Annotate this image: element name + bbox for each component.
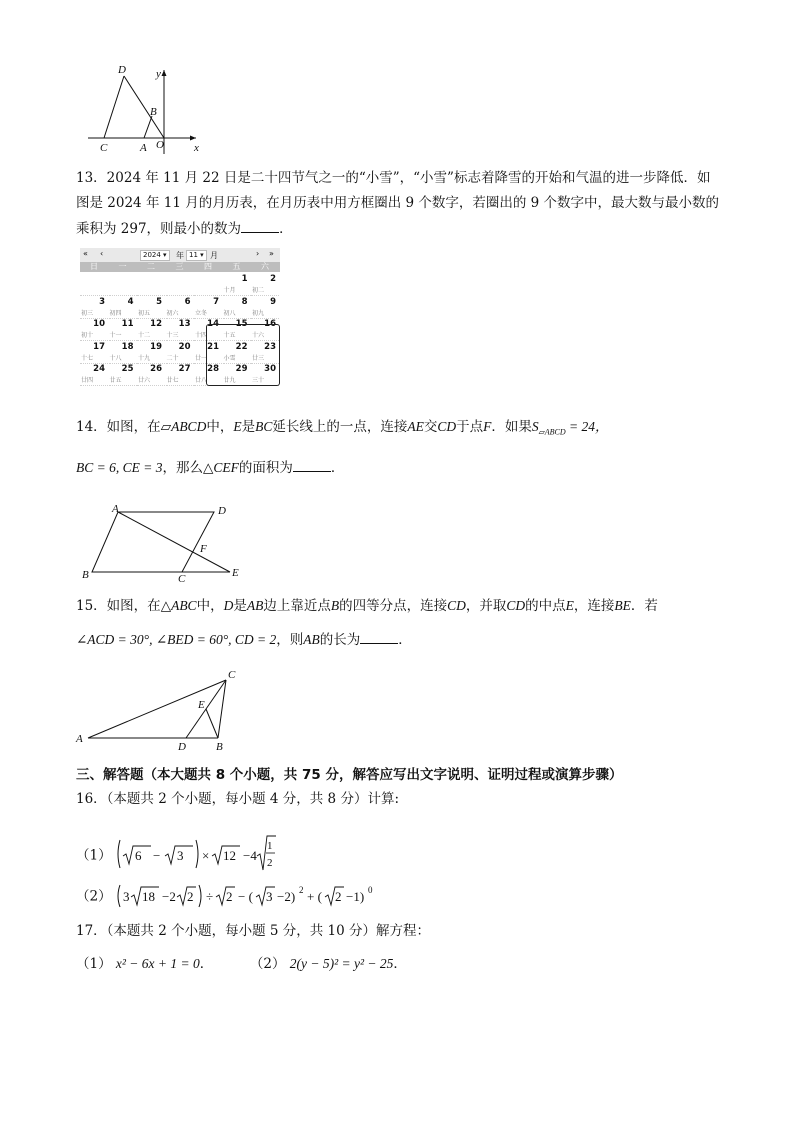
calendar-day-cell[interactable] [194, 296, 222, 319]
q13-line-1: 13．2024 年 11 月 22 日是二十四节气之一的“小雪”，“小雪”标志着降雪的开始和气温的进一步降低．如 [76, 170, 711, 186]
q15-math: B [330, 598, 340, 613]
svg-text:÷: ÷ [205, 889, 214, 904]
figure-triangle-abc [72, 666, 247, 752]
selection-box [206, 324, 280, 386]
calendar-day-number: 9 [270, 296, 276, 307]
q13-end: ． [279, 221, 293, 237]
svg-text:−1): −1) [345, 889, 365, 904]
calendar-day-number: 21 [207, 341, 219, 352]
calendar-lunar-label: 初三 [81, 309, 94, 317]
calendar-day-cell[interactable] [251, 296, 279, 319]
calendar-day-cell[interactable] [166, 341, 194, 364]
q15-math: D [223, 598, 234, 613]
q15-line-2 [76, 629, 412, 650]
calendar-lunar-label: 十四 [195, 332, 208, 339]
q14-text: 于点 [456, 419, 484, 435]
calendar-lunar-label: 二十 [166, 354, 179, 362]
svg-text:12: 12 [222, 848, 236, 863]
fig14-label-F: F [200, 543, 207, 555]
calendar-day-number: 10 [93, 319, 105, 329]
calendar-next-year-button[interactable]: » [269, 249, 274, 258]
q15-text: 的长为 [319, 632, 361, 648]
calendar-lunar-label: 十一 [109, 332, 122, 339]
calendar-day-cell[interactable] [166, 318, 194, 341]
calendar-lunar-label: 立冬 [195, 309, 208, 317]
q14-math: = 24， [565, 419, 609, 434]
calendar-day-cell[interactable] [137, 318, 165, 341]
section-3-heading: 三、解答题（本大题共 8 个小题，共 75 分，解答应写出文字说明、证明过程或演算步骤） [76, 767, 623, 783]
q17-heading: 17．（本题共 2 个小题，每小题 5 分，共 10 分）解方程： [76, 923, 431, 939]
calendar-lunar-label: 十三 [166, 332, 179, 339]
calendar-prev-year-button[interactable]: « [83, 249, 88, 258]
svg-text:2: 2 [186, 889, 194, 904]
svg-text:2: 2 [298, 885, 304, 895]
calendar-lunar-label: 十八 [109, 354, 122, 362]
calendar-lunar-label: 小雪 [223, 354, 236, 362]
calendar-lunar-label: 初六 [166, 309, 179, 317]
q14-text: 延长线上的一点，连接 [272, 419, 408, 435]
q14-line-1 [76, 417, 609, 443]
q14-math: BC [255, 419, 273, 434]
calendar-day-number: 27 [178, 364, 191, 374]
calendar-day-number: 7 [213, 296, 219, 307]
calendar-month-select[interactable]: 11 ▾ [186, 250, 207, 261]
calendar-day-cell[interactable] [109, 341, 137, 364]
q17-p2-equation: 2(y − 5)² = y² − 25 [289, 956, 394, 971]
q15-line-1 [76, 596, 658, 616]
calendar-day-number: 20 [178, 341, 191, 352]
calendar-day-number: 28 [207, 364, 219, 374]
calendar-day-cell [137, 273, 165, 296]
q17-p1-label: （1） [76, 956, 112, 972]
q15-text: ．若 [630, 598, 658, 614]
calendar-day-number: 15 [235, 319, 248, 329]
calendar-weekday: 四 [204, 262, 212, 271]
calendar-lunar-label: 廿九 [223, 377, 236, 384]
fig15-label-B: B [216, 741, 223, 752]
calendar-lunar-label: 十月 [223, 287, 236, 294]
svg-text:2: 2 [266, 857, 273, 869]
q14-text: 交 [423, 419, 438, 435]
fig12-label-B: B [150, 106, 157, 118]
calendar-lunar-label: 初八 [223, 309, 236, 317]
q17-p2-end: ． [393, 956, 407, 972]
svg-text:−2): −2) [276, 889, 296, 904]
calendar-lunar-label: 廿七 [166, 377, 179, 384]
calendar-weekday: 六 [261, 262, 269, 271]
calendar-day-cell[interactable] [80, 363, 108, 386]
q16-part-2 [76, 884, 416, 910]
calendar-lunar-label: 廿六 [138, 377, 151, 384]
fig12-label-A: A [140, 142, 147, 154]
calendar-lunar-label: 十九 [138, 354, 151, 362]
calendar-lunar-label: 初十 [81, 332, 94, 339]
calendar-day-number: 26 [150, 364, 162, 374]
svg-text:6: 6 [134, 848, 142, 863]
calendar-day-number: 8 [241, 296, 248, 307]
answer-blank [293, 457, 331, 472]
q16-p1-label: （1） [76, 847, 112, 864]
q16-p1-formula [116, 834, 276, 874]
calendar-lunar-label: 十七 [81, 354, 94, 362]
calendar-day-cell[interactable] [251, 273, 279, 296]
fig15-label-D: D [178, 741, 186, 752]
calendar-month-value: 11 [189, 251, 198, 259]
q13-line-3 [76, 218, 293, 239]
q14-math: E [233, 419, 242, 434]
calendar-year-unit: 年 [176, 251, 184, 260]
calendar-lunar-label: 廿一 [195, 354, 208, 362]
q17-p2-label: （2） [249, 956, 286, 972]
q14-text: ．如果 [491, 419, 532, 435]
calendar-weekday-row [80, 262, 280, 272]
q16-part-1 [76, 836, 276, 876]
calendar-day-number: 3 [99, 296, 105, 307]
q14-math: F [483, 419, 492, 434]
calendar-day-number: 14 [207, 319, 219, 329]
calendar-weekday: 三 [175, 262, 184, 271]
calendar-day-number: 23 [264, 341, 276, 352]
q15-math: AB [246, 598, 264, 613]
calendar-day-cell[interactable] [109, 296, 137, 319]
calendar-day-cell[interactable] [223, 296, 251, 319]
answer-blank [241, 218, 279, 233]
q14-text: 是 [241, 419, 256, 435]
q17-p1-equation: x² − 6x + 1 = 0 [115, 956, 200, 971]
calendar-day-cell [194, 273, 222, 296]
svg-text:0: 0 [367, 885, 373, 895]
calendar-day-number: 17 [93, 341, 105, 352]
calendar-lunar-label: 初二 [252, 287, 265, 294]
calendar-day-number: 11 [121, 319, 134, 329]
fig12-label-C: C [100, 142, 108, 154]
q14-math: △CEF [202, 460, 239, 475]
fig14-label-D: D [218, 505, 226, 517]
svg-text:1: 1 [266, 840, 273, 852]
q14-end: ． [330, 460, 345, 476]
calendar-day-cell[interactable] [137, 341, 165, 364]
svg-text:− (: − ( [237, 889, 253, 904]
q15-math: E [565, 598, 574, 613]
calendar-weekday: 一 [118, 262, 127, 271]
calendar-day-number: 6 [184, 296, 191, 307]
calendar-day-cell[interactable] [223, 273, 251, 296]
q15-math: CD [447, 598, 466, 613]
calendar-lunar-label: 廿五 [109, 377, 122, 384]
q15-text: 边上靠近点 [263, 598, 331, 614]
calendar-day-number: 5 [156, 296, 162, 307]
q15-end: ． [398, 632, 412, 648]
calendar-day-number: 22 [235, 341, 248, 352]
calendar-day-number: 2 [270, 274, 276, 284]
q14-text: 14．如图，在 [76, 419, 161, 435]
calendar-day-number: 24 [93, 364, 105, 374]
q15-math: BE [614, 598, 631, 613]
q15-text: 的四等分点，连接 [339, 598, 448, 614]
q15-math: △ABC [160, 598, 197, 613]
calendar-weekday: 五 [232, 262, 241, 271]
svg-text:+ (: + ( [306, 889, 322, 904]
q14-line-2 [76, 457, 344, 478]
answer-blank [360, 629, 398, 644]
calendar-day-cell[interactable] [166, 296, 194, 319]
q14-text: ，那么 [162, 460, 203, 476]
calendar-day-number: 16 [264, 319, 276, 329]
calendar-day-cell[interactable] [137, 296, 165, 319]
calendar-year-select[interactable]: 2024 ▾ [140, 250, 170, 261]
calendar-day-number: 19 [150, 341, 162, 352]
calendar-weekday: 二 [147, 262, 155, 271]
q17-p1-end: ． [199, 956, 214, 972]
svg-text:−2: −2 [161, 889, 176, 904]
calendar-day-number: 25 [121, 364, 134, 374]
q14-math: BC = 6, CE = 3 [76, 460, 163, 475]
fig12-label-y: y [156, 68, 161, 80]
calendar-day-cell[interactable] [109, 318, 137, 341]
svg-text:18: 18 [141, 889, 155, 904]
figure-parallelogram [78, 500, 248, 582]
calendar-day-cell [109, 273, 137, 296]
q13-line-2: 图是 2024 年 11 月的月历表，在月历表中用方框圈出 9 个数字，若圈出的 9 个数字中，最大数与最小数的 [76, 195, 720, 211]
q14-math: CD [437, 419, 457, 434]
calendar-header [80, 248, 280, 263]
calendar-lunar-label: 十五 [223, 332, 236, 339]
fig14-label-A: A [112, 503, 119, 515]
fig14-label-C: C [178, 573, 186, 582]
calendar-day-cell[interactable] [80, 318, 108, 341]
svg-text:3: 3 [265, 889, 273, 904]
q14-math: AE [407, 419, 424, 434]
q15-text: ，连接 [573, 598, 615, 614]
q15-math: CD [506, 598, 526, 613]
q15-text: 15．如图，在 [76, 598, 161, 614]
q14-text: 中， [206, 419, 234, 435]
q16-p2-label: （2） [76, 888, 112, 905]
calendar-month-unit: 月 [210, 251, 218, 260]
calendar-day-cell[interactable] [137, 363, 165, 386]
svg-text:3: 3 [122, 889, 130, 904]
q14-math: S [531, 419, 539, 434]
q17-parts [76, 954, 407, 974]
calendar-day-cell[interactable] [80, 341, 108, 364]
q15-text: 是 [233, 598, 247, 614]
q15-text: 的中点 [525, 598, 566, 614]
q14-math: ▱ABCD [160, 419, 207, 434]
calendar-day-cell[interactable] [166, 363, 194, 386]
calendar-day-number: 29 [235, 364, 248, 374]
fig14-label-B: B [82, 569, 89, 581]
calendar-lunar-label: 廿三 [252, 354, 265, 362]
q15-text: ，则 [276, 632, 304, 648]
q14-text: 的面积为 [238, 460, 293, 476]
calendar-weekday: 日 [90, 262, 98, 271]
svg-text:×: × [201, 848, 210, 863]
calendar-day-number: 13 [178, 319, 191, 329]
calendar-day-cell [166, 273, 194, 296]
calendar-lunar-label: 三十 [252, 377, 265, 384]
svg-text:−4: −4 [242, 848, 257, 863]
fig12-label-D: D [118, 64, 126, 76]
svg-text:2: 2 [334, 889, 342, 904]
calendar-day-number: 4 [127, 296, 134, 307]
calendar-lunar-label: 廿八 [195, 377, 208, 384]
q15-text: ，并取 [465, 598, 507, 614]
q13-line-3-text: 乘积为 297，则最小的数为 [76, 221, 242, 237]
calendar-next-month-button[interactable]: › [256, 249, 260, 258]
svg-text:3: 3 [176, 848, 184, 863]
figure-coordinate-triangle [84, 60, 214, 156]
q16-heading: 16．（本题共 2 个小题，每小题 4 分，共 8 分）计算: [76, 791, 399, 807]
svg-text:−: − [152, 848, 161, 863]
fig14-label-E: E [232, 567, 239, 579]
calendar-day-number: 1 [241, 274, 248, 284]
calendar-year-value: 2024 [143, 251, 161, 259]
svg-text:2: 2 [225, 889, 233, 904]
fig12-label-O: O [156, 139, 164, 151]
calendar-day-cell [80, 273, 108, 296]
q15-math: ∠ACD = 30°, ∠BED = 60°, CD = 2 [76, 632, 277, 647]
q14-math-sub: ▱ABCD [538, 427, 566, 437]
calendar-lunar-label: 廿四 [81, 377, 94, 384]
calendar-day-number: 18 [121, 341, 134, 352]
calendar-lunar-label: 初九 [252, 309, 265, 317]
fig15-label-C: C [228, 669, 236, 681]
calendar-day-cell[interactable] [80, 296, 108, 319]
calendar-prev-month-button[interactable]: ‹ [100, 249, 104, 258]
calendar-lunar-label: 十六 [252, 332, 265, 339]
calendar-day-number: 12 [150, 319, 162, 329]
fig15-label-A: A [76, 733, 83, 745]
calendar-lunar-label: 十二 [138, 332, 151, 339]
q15-text: 中， [196, 598, 224, 614]
calendar-lunar-label: 初五 [138, 309, 151, 317]
calendar-day-number: 30 [264, 364, 276, 374]
fig12-label-x: x [194, 142, 199, 154]
calendar-lunar-label: 初四 [109, 309, 122, 317]
calendar-day-cell[interactable] [109, 363, 137, 386]
q15-math: AB [303, 632, 320, 647]
q16-p2-formula [116, 883, 416, 909]
fig15-label-E: E [198, 699, 205, 711]
